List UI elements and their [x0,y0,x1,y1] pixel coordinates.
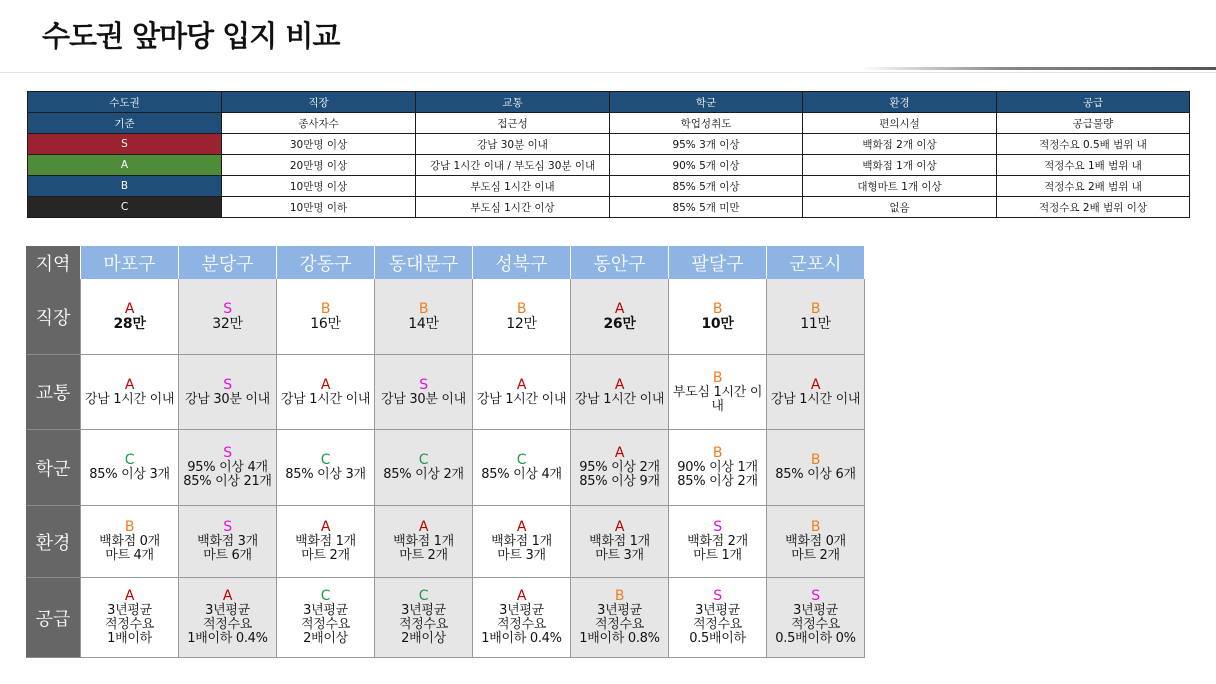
region-cell-text: 85% 이상 3개 [285,467,366,482]
grade-badge: A [124,588,135,604]
region-row-label: 교통 [26,355,81,430]
region-cell-text: 16만 [310,316,341,332]
region-cell-text: 강남 1시간 이내 [476,391,567,407]
region-cell-text: 85% 이상 2개 [383,467,464,482]
criteria-header-row [28,92,1190,113]
region-cell-text: 85% 이상 3개 [89,467,170,482]
grade-badge: S [223,301,232,317]
grade-badge: B [810,519,821,535]
region-cell-text: 마트 2개 [791,548,840,563]
region-cell-text: 마트 1개 [693,548,742,563]
criteria-cell: 강남 1시간 이내 / 부도심 30분 이내 [416,155,610,176]
criteria-header: 환경 [803,92,997,113]
region-cell [81,430,179,506]
criteria-cell: 적정수요 1배 범위 내 [997,155,1190,176]
region-cell-text: 95% 이상 2개 [579,460,660,475]
region-cell [277,279,375,355]
region-cell [179,506,277,578]
grade-badge: C [418,588,429,604]
region-cell [473,578,571,658]
region-name: 군포시 [767,246,865,279]
region-cell-text: 1배이하 0.4% [481,631,562,646]
region-cell-text: 3년평균 [597,603,642,618]
region-cell-text: 3년평균 [695,603,740,618]
region-name: 마포구 [81,246,179,279]
grade-badge: B [712,301,723,317]
region-cell-text: 3년평균 [793,603,838,618]
criteria-cell: 10만명 이상 [222,176,416,197]
region-cell [571,578,669,658]
page-title: 수도권 앞마당 입지 비교 [42,19,340,53]
region-cell-text: 32만 [212,316,243,332]
region-cell [277,430,375,506]
region-header-row [26,246,865,279]
region-cell-text: 마트 3개 [497,548,546,563]
region-name: 강동구 [277,246,375,279]
grade-badge: S [223,519,232,535]
criteria-row-b [28,176,1190,197]
criteria-header: 직장 [222,92,416,113]
criteria-row-a [28,155,1190,176]
criteria-cell: 강남 30분 이내 [416,134,610,155]
grade-badge: B [712,445,723,461]
region-cell-text: 2배이상 [401,631,446,646]
criteria-row-label: A [28,155,222,176]
grade-badge: B [516,301,527,317]
region-cell-text: 1배이하 0.4% [187,631,268,646]
region-cell [571,430,669,506]
region-cell [277,506,375,578]
criteria-header: 수도권 [28,92,222,113]
region-cell-text: 적정수요 [692,617,743,632]
grade-badge: C [516,452,527,468]
region-cell [669,506,767,578]
region-cell-text: 12만 [506,316,537,332]
region-cell-text: 3년평균 [205,603,250,618]
criteria-cell: 대형마트 1개 이상 [803,176,997,197]
grade-badge: S [811,588,820,604]
region-cell [473,506,571,578]
region-cell-text: 11만 [800,316,831,332]
region-cell-text: 적정수요 [594,617,645,632]
region-cell-text: 26만 [603,316,636,332]
region-cell [81,279,179,355]
region-name: 분당구 [179,246,277,279]
region-name: 동대문구 [375,246,473,279]
grade-badge: C [418,452,429,468]
region-cell-text: 0.5배이하 0% [775,631,856,646]
region-cell-text: 3년평균 [401,603,446,618]
region-cell-text: 95% 이상 4개 [187,460,268,475]
region-cell-text: 14만 [408,316,439,332]
grade-badge: S [223,445,232,461]
grade-badge: B [712,369,723,386]
criteria-header: 학군 [610,92,803,113]
region-cell [473,355,571,430]
criteria-row-label: C [28,197,222,218]
region-cell [669,430,767,506]
region-cell-text: 백화점 1개 [393,534,454,549]
criteria-cell: 백화점 2개 이상 [803,134,997,155]
criteria-cell: 30만명 이상 [222,134,416,155]
grade-badge: A [614,445,625,461]
criteria-cell: 접근성 [416,113,610,134]
region-cell-text: 28만 [113,316,146,332]
grade-badge: A [320,376,331,393]
criteria-row-s [28,134,1190,155]
region-cell-text: 적정수요 [104,617,155,632]
region-cell [767,578,865,658]
region-cell [179,355,277,430]
region-cell-text: 3년평균 [303,603,348,618]
region-cell-text: 백화점 0개 [785,534,846,549]
region-cell [375,279,473,355]
region-cell [277,578,375,658]
region-row-label: 학군 [26,430,81,506]
grade-badge: S [419,376,428,393]
criteria-cell: 부도심 1시간 이상 [416,197,610,218]
region-cell [571,506,669,578]
region-cell-text: 0.5배이하 [689,631,746,646]
region-row-environment [26,506,865,578]
grade-badge: S [223,376,232,393]
region-cell [277,355,375,430]
region-cell-text: 1배이하 0.8% [579,631,660,646]
header-divider-accent [860,67,1216,70]
criteria-cell: 10만명 이하 [222,197,416,218]
region-cell [767,430,865,506]
criteria-header: 공급 [997,92,1190,113]
region-cell [473,279,571,355]
grade-badge: A [222,588,233,604]
region-name: 동안구 [571,246,669,279]
region-cell-text: 백화점 1개 [491,534,552,549]
region-corner-label: 지역 [26,246,81,279]
region-cell-text: 강남 30분 이내 [381,391,466,407]
criteria-cell: 85% 5개 미만 [610,197,803,218]
region-cell-text: 10만 [701,316,734,332]
region-name: 팔달구 [669,246,767,279]
region-cell-text: 백화점 1개 [589,534,650,549]
region-cell-text: 2배이상 [303,631,348,646]
grade-badge: A [614,301,625,317]
grade-badge: A [418,519,429,535]
region-cell [179,430,277,506]
region-cell-text: 85% 이상 6개 [775,467,856,482]
grade-badge: A [124,376,135,393]
region-row-job [26,279,865,355]
region-cell-text: 90% 이상 1개 [677,460,758,475]
criteria-cell: 적정수요 2배 범위 이상 [997,197,1190,218]
region-cell-text: 85% 이상 9개 [579,474,660,489]
grade-badge: A [810,376,821,393]
grade-badge: C [124,452,135,468]
region-cell-text: 강남 1시간 이내 [84,391,175,407]
header-divider [0,72,1216,73]
region-cell [81,355,179,430]
criteria-cell: 편의시설 [803,113,997,134]
region-cell [767,279,865,355]
criteria-cell: 20만명 이상 [222,155,416,176]
criteria-cell: 학업성취도 [610,113,803,134]
criteria-cell: 없음 [803,197,997,218]
grade-badge: S [713,588,722,604]
grade-badge: B [614,588,625,604]
region-row-supply [26,578,865,658]
criteria-row-c [28,197,1190,218]
grade-badge: A [614,376,625,393]
region-cell-text: 백화점 1개 [295,534,356,549]
region-cell-text: 백화점 3개 [197,534,258,549]
region-cell-text: 85% 이상 4개 [481,467,562,482]
region-cell-text: 백화점 2개 [687,534,748,549]
region-row-label: 직장 [26,279,81,355]
region-cell-text: 적정수요 [300,617,351,632]
grade-badge: A [614,519,625,535]
region-cell-text: 마트 6개 [203,548,252,563]
criteria-row-base [28,113,1190,134]
region-cell-text: 적정수요 [496,617,547,632]
grade-badge: B [320,301,331,317]
region-cell [767,355,865,430]
region-cell [375,430,473,506]
region-cell [375,578,473,658]
region-row-transport [26,355,865,430]
region-row-school [26,430,865,506]
region-cell [669,279,767,355]
criteria-cell: 적정수요 2배 범위 내 [997,176,1190,197]
region-cell-text: 백화점 0개 [99,534,160,549]
criteria-cell: 종사자수 [222,113,416,134]
region-cell-text: 적정수요 [202,617,253,632]
grade-badge: S [713,519,722,535]
criteria-row-label: S [28,134,222,155]
grade-badge: A [516,519,527,535]
region-cell [571,355,669,430]
region-cell-text: 마트 4개 [105,548,154,563]
grade-badge: B [810,301,821,317]
grade-badge: B [418,301,429,317]
criteria-cell: 부도심 1시간 이내 [416,176,610,197]
region-cell-text: 적정수요 [790,617,841,632]
grade-badge: A [516,588,527,604]
grade-badge: C [320,588,331,604]
region-cell [179,578,277,658]
region-cell [473,430,571,506]
region-cell [81,506,179,578]
region-comparison-table [26,246,865,658]
region-cell-text: 1배이하 [107,631,152,646]
criteria-row-label: 기준 [28,113,222,134]
region-row-label: 환경 [26,506,81,578]
region-cell-text: 부도심 1시간 이 [672,384,763,400]
criteria-cell: 백화점 1개 이상 [803,155,997,176]
region-cell [179,279,277,355]
grade-badge: A [516,376,527,393]
region-cell-text: 적정수요 [398,617,449,632]
criteria-cell: 90% 5개 이상 [610,155,803,176]
region-cell-text: 마트 2개 [399,548,448,563]
region-cell [571,279,669,355]
region-cell-text: 85% 이상 21개 [183,474,272,489]
region-cell-text: 강남 1시간 이내 [770,391,861,407]
criteria-row-label: B [28,176,222,197]
region-name: 성북구 [473,246,571,279]
grade-badge: C [320,452,331,468]
region-cell-text: 강남 30분 이내 [185,391,270,407]
region-cell-text: 3년평균 [107,603,152,618]
grade-badge: A [124,301,135,317]
grade-badge: A [320,519,331,535]
region-cell [375,355,473,430]
criteria-cell: 95% 3개 이상 [610,134,803,155]
region-row-label: 공급 [26,578,81,658]
region-cell [375,506,473,578]
grade-badge: B [124,519,135,535]
region-cell [669,355,767,430]
region-cell [767,506,865,578]
region-cell-text: 3년평균 [499,603,544,618]
grade-badge: B [810,452,821,468]
criteria-cell: 85% 5개 이상 [610,176,803,197]
region-cell [669,578,767,658]
region-cell-text: 내 [711,398,724,414]
criteria-header: 교통 [416,92,610,113]
criteria-cell: 적정수요 0.5배 범위 내 [997,134,1190,155]
criteria-table [27,91,1190,218]
criteria-cell: 공급물량 [997,113,1190,134]
region-cell-text: 강남 1시간 이내 [574,391,665,407]
region-cell-text: 85% 이상 2개 [677,474,758,489]
region-cell-text: 마트 3개 [595,548,644,563]
region-cell [81,578,179,658]
region-cell-text: 강남 1시간 이내 [280,391,371,407]
region-cell-text: 마트 2개 [301,548,350,563]
